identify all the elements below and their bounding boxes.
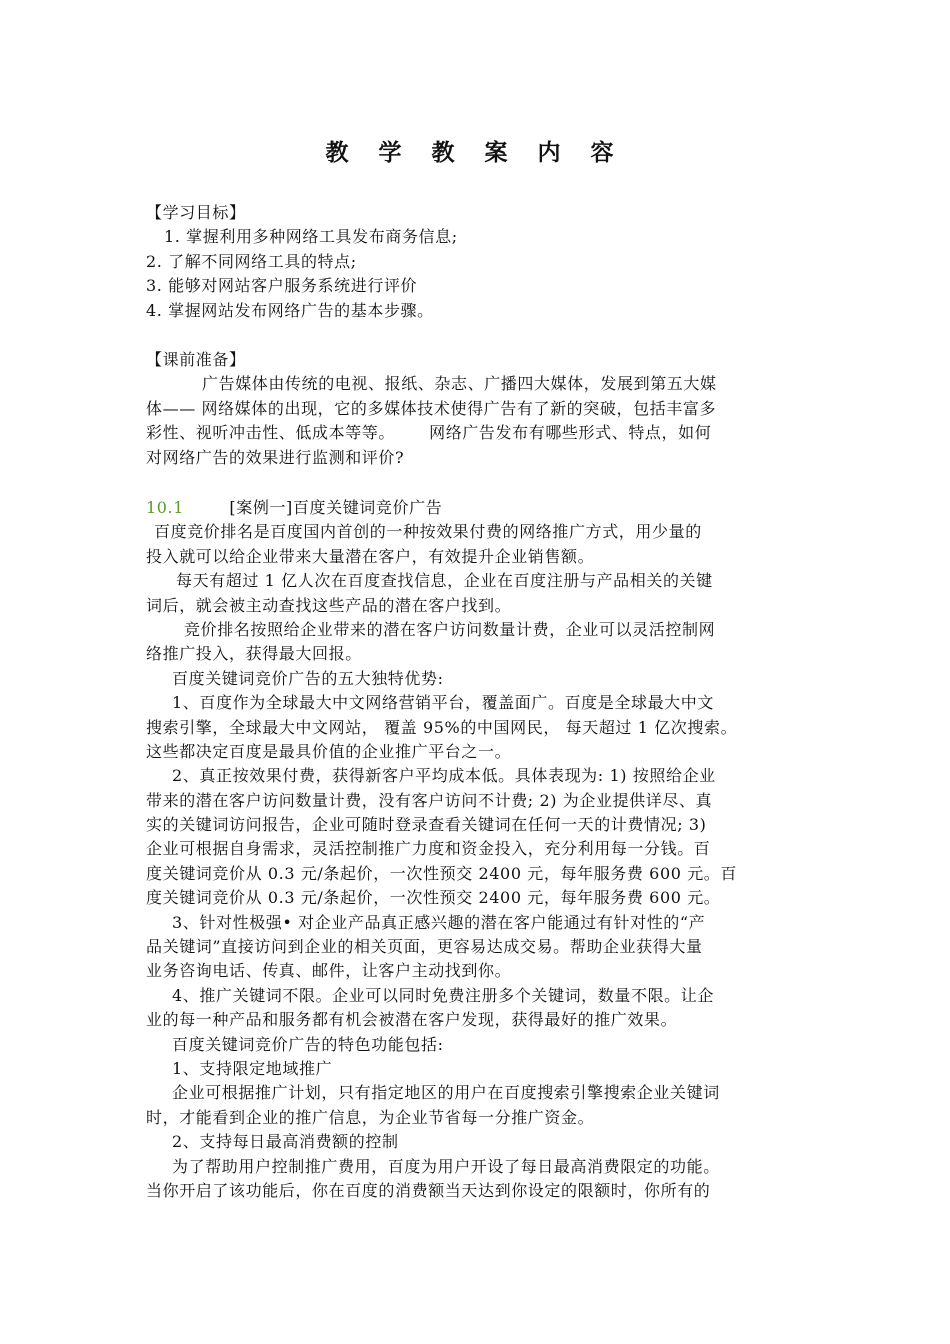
learning-goals	[146, 201, 808, 323]
paragraph-line: 1、百度作为全球最大中文网络营销平台，覆盖面广。百度是全球最大中文	[172, 693, 714, 713]
section-heading	[146, 496, 808, 520]
paragraph-line: 2、真正按效果付费，获得新客户平均成本低。具体表现为: 1) 按照给企业	[172, 766, 716, 786]
page-title: 教 学 教 案 内 容	[325, 139, 625, 166]
paragraph-line: 百度关键词竞价广告的特色功能包括:	[172, 1034, 444, 1054]
goal-item: 2. 了解不同网络工具的特点;	[146, 251, 357, 271]
prep-line: 广告媒体由传统的电视、报纸、杂志、广播四大媒体，发展到第五大媒	[202, 374, 717, 394]
paragraph-line: 实的关键词访问报告，企业可随时登录查看关键词在任何一天的计费情况; 3)	[146, 815, 707, 835]
paragraph-line: 当你开启了该功能后，你在百度的消费额当天达到你设定的限额时，你所有的	[146, 1180, 711, 1200]
paragraph-line: 竞价排名按照给企业带来的潜在客户访问数量计费，企业可以灵活控制网	[184, 619, 716, 639]
paragraph-line: 每天有超过 1 亿人次在百度查找信息，企业在百度注册与产品相关的关键	[176, 571, 713, 591]
goal-item: 4. 掌握网站发布网络广告的基本步骤。	[146, 300, 434, 320]
prep-line: 体—— 网络媒体的出现，它的多媒体技术使得广告有了新的突破，包括丰富多	[146, 398, 717, 418]
paragraph-line: 搜索引擎，全球最大中文网站， 覆盖 95%的中国网民， 每天超过 1 亿次搜索。	[146, 717, 738, 737]
case-section	[146, 496, 808, 1203]
paragraph-line: 络推广投入，获得最大回报。	[146, 644, 362, 664]
paragraph-line: 百度关键词竞价广告的五大独特优势:	[172, 668, 444, 688]
paragraph-line: 企业可根据推广计划，只有指定地区的用户在百度搜索引擎搜索企业关键词	[172, 1083, 720, 1103]
goal-item: 3. 能够对网站客户服务系统进行评价	[146, 276, 418, 296]
paragraph-line: 为了帮助用户控制推广费用，百度为用户开设了每日最高消费限定的功能。	[172, 1156, 720, 1176]
paragraph-line: 业务咨询电话、传真、邮件，让客户主动找到你。	[146, 961, 512, 981]
paragraph-line: 带来的潜在客户访问数量计费，没有客户访问不计费; 2) 为企业提供详尽、真	[146, 790, 713, 810]
prep-line: 彩性、视听冲击性、低成本等等。 网络广告发布有哪些形式、特点，如何	[146, 423, 712, 443]
goals-heading: 【学习目标】	[146, 203, 246, 222]
paragraph-line: 品关键词”直接访问到企业的相关页面，更容易达成交易。帮助企业获得大量	[146, 937, 703, 957]
paragraph-line: 度关键词竞价从 0.3 元/条起价，一次性预交 2400 元，每年服务费 600 元。百	[146, 863, 738, 883]
paragraph-line: 企业可根据自身需求，灵活控制推广力度和资金投入，充分利用每一分钱。百	[146, 839, 711, 859]
prep-heading: 【课前准备】	[146, 350, 246, 369]
goal-item: 1. 掌握利用多种网络工具发布商务信息;	[164, 227, 458, 247]
paragraph-line: 词后，就会被主动查找这些产品的潜在客户找到。	[146, 595, 512, 615]
paragraph-line: 业的每一种产品和服务都有机会被潜在客户发现，获得最好的推广效果。	[146, 1010, 678, 1030]
paragraph-line: 4、推广关键词不限。企业可以同时免费注册多个关键词，数量不限。让企	[172, 985, 714, 1005]
class-preparation	[146, 348, 808, 470]
paragraph-line: 百度竞价排名是百度国内首创的一种按效果付费的网络推广方式，用少量的	[154, 522, 702, 542]
section-number: 10.1	[146, 498, 185, 517]
paragraph-line: 1、支持限定地域推广	[172, 1058, 333, 1078]
paragraph-line: 这些都决定百度是最具价值的企业推广平台之一。	[146, 741, 512, 761]
paragraph-line: 时，才能看到企业的推广信息，为企业节省每一分推广资金。	[146, 1107, 595, 1127]
paragraph-line: 度关键词竞价从 0.3 元/条起价，一次性预交 2400 元，每年服务费 600 元。	[146, 888, 721, 908]
paragraph-line: 2、支持每日最高消费额的控制	[172, 1132, 399, 1152]
prep-line: 对网络广告的效果进行监测和评价?	[146, 447, 405, 467]
paragraph-line: 3、针对性极强• 对企业产品真正感兴趣的潜在客户能通过有针对性的“产	[172, 912, 706, 932]
case-label: [案例一]百度关键词竞价广告	[229, 498, 443, 517]
paragraph-line: 投入就可以给企业带来大量潜在客户，有效提升企业销售额。	[146, 546, 595, 566]
